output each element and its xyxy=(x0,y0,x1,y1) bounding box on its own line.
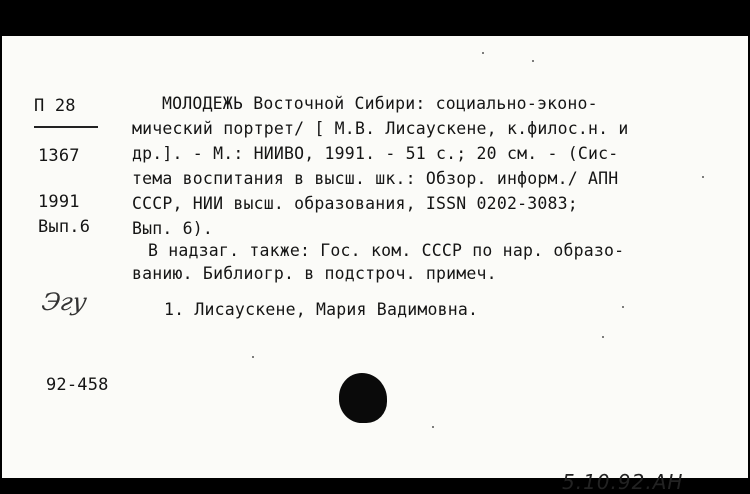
inventory-number: 92-458 xyxy=(46,375,109,395)
speck xyxy=(622,306,624,308)
entry-line-2: мический портрет/ [ М.В. Лисаускене, к.филос.н. и xyxy=(132,119,629,138)
note-line-1: В надзаг. также: Гос. ком. СССР по нар. образо- xyxy=(148,241,625,260)
handwritten-mark: Эгу xyxy=(39,288,89,316)
call-number-class: П 28 xyxy=(34,96,76,116)
entry-line-1: МОЛОДЕЖЬ Восточной Сибири: социально-эконо- xyxy=(162,94,598,113)
speck xyxy=(482,52,484,54)
call-number-issue: Вып.6 xyxy=(38,217,91,237)
speck xyxy=(532,60,534,62)
speck xyxy=(252,356,254,358)
tracing-line: 1. Лисаускене, Мария Вадимовна. xyxy=(164,300,479,319)
ink-blot xyxy=(339,373,387,423)
handwritten-date: 5.10.92.АН xyxy=(562,470,684,494)
speck xyxy=(432,426,434,428)
speck xyxy=(702,176,704,178)
note-line-2: ванию. Библиогр. в подстроч. примеч. xyxy=(132,264,497,283)
entry-line-5: СССР, НИИ высш. образования, ISSN 0202-3083; xyxy=(132,194,578,213)
entry-line-3: др.]. - М.: НИИВО, 1991. - 51 с.; 20 см. - (Сис- xyxy=(132,144,619,163)
entry-line-6: Вып. 6). xyxy=(132,219,214,238)
speck xyxy=(602,336,604,338)
entry-line-4: тема воспитания в высш. шк.: Обзор. информ./ АПН xyxy=(132,169,619,188)
call-number-id: 1367 xyxy=(38,146,80,166)
catalog-card xyxy=(2,36,748,494)
call-number-year: 1991 xyxy=(38,192,80,212)
call-number-rule xyxy=(34,126,98,128)
